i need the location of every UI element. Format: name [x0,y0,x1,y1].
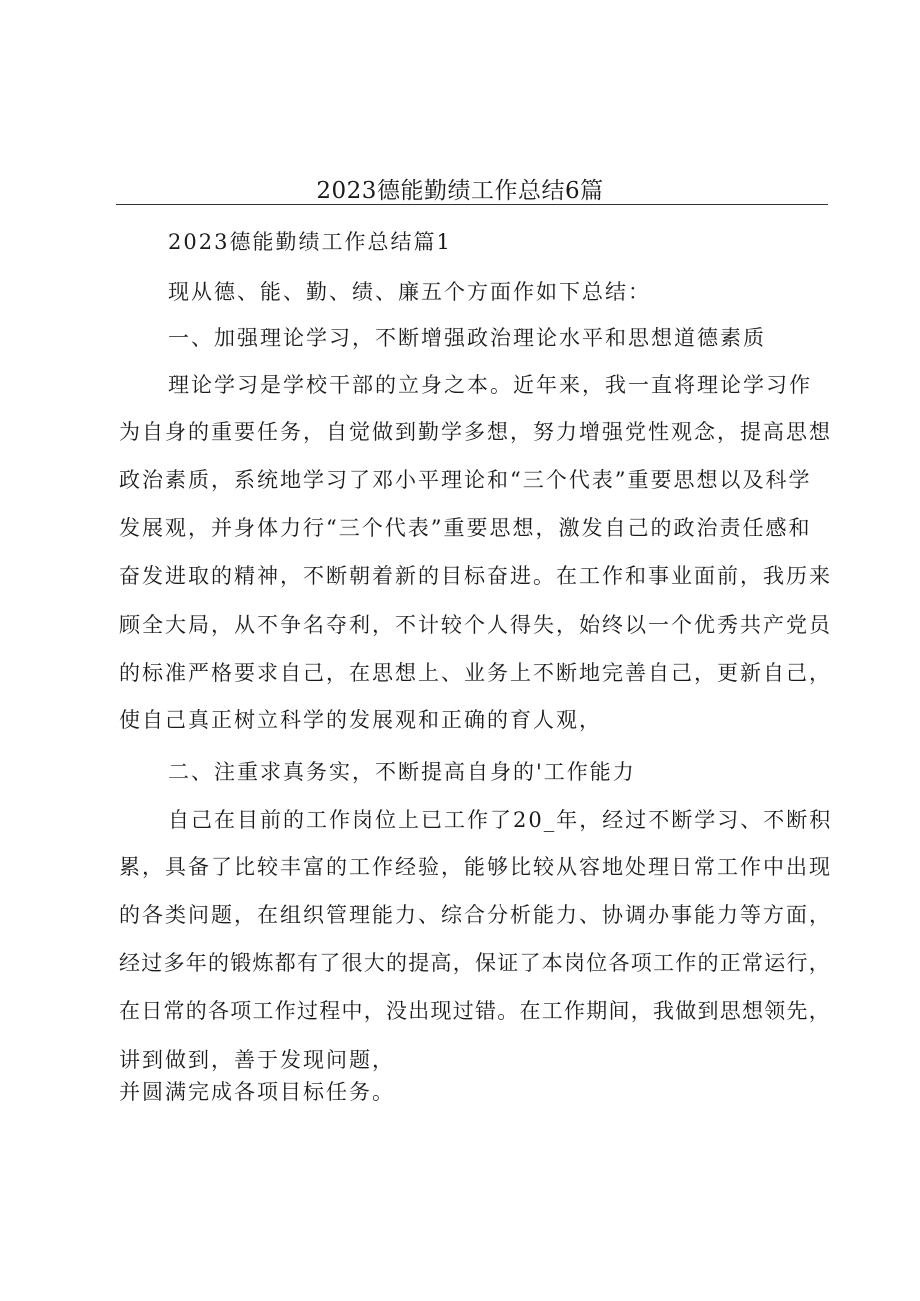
paragraph-line: 政治素质，系统地学习了邓小平理论和“三个代表”重要思想以及科学 [119,468,812,492]
paragraph-line: 经过多年的锻炼都有了很大的提高，保证了本岗位各项工作的正常运行， [119,951,831,975]
section-heading: 2023德能勤绩工作总结篇1 [168,230,452,254]
paragraph-line: 为自身的重要任务，自觉做到勤学多想，努力增强党性观念，提高思想 [119,420,832,444]
paragraph-line: 在日常的各项工作过程中，没出现过错。在工作期间，我做到思想领先， [119,999,831,1023]
paragraph-line: 现从德、能、勤、绩、廉五个方面作如下总结： [168,280,651,304]
paragraph-line: 顾全大局，从不争名夺利，不计较个人得失，始终以一个优秀共产党员 [119,613,832,637]
paragraph-line: 的各类问题，在组织管理能力、综合分析能力、协调办事能力等方面， [119,903,832,927]
paragraph-line: 自己在目前的工作岗位上已工作了20_年，经过不断学习、不断积 [168,808,833,832]
paragraph-line: 发展观，并身体力行“三个代表”重要思想，激发自己的政治责任感和 [119,516,812,540]
paragraph-line: 累，具备了比较丰富的工作经验，能够比较从容地处理日常工作中出现 [119,855,832,879]
document-title: 2023德能勤绩工作总结6篇 [316,178,604,204]
paragraph-line: 并圆满完成各项目标任务。 [119,1080,395,1104]
paragraph-line: 奋发进取的精神，不断朝着新的目标奋进。在工作和事业面前，我历来 [119,564,832,588]
paragraph-line: 的标准严格要求自己，在思想上、业务上不断地完善自己，更新自己， [119,661,832,685]
section-subheading: 一、加强理论学习，不断增强政治理论水平和思想道德素质 [168,326,766,350]
paragraph-line: 理论学习是学校干部的立身之本。近年来，我一直将理论学习作 [168,373,812,397]
section-subheading: 二、注重求真务实，不断提高自身的'工作能力 [168,760,636,784]
title-divider [116,204,828,205]
paragraph-line: 使自己真正树立科学的发展观和正确的育人观， [119,708,602,732]
paragraph-line: 讲到做到，善于发现问题， [119,1048,395,1072]
